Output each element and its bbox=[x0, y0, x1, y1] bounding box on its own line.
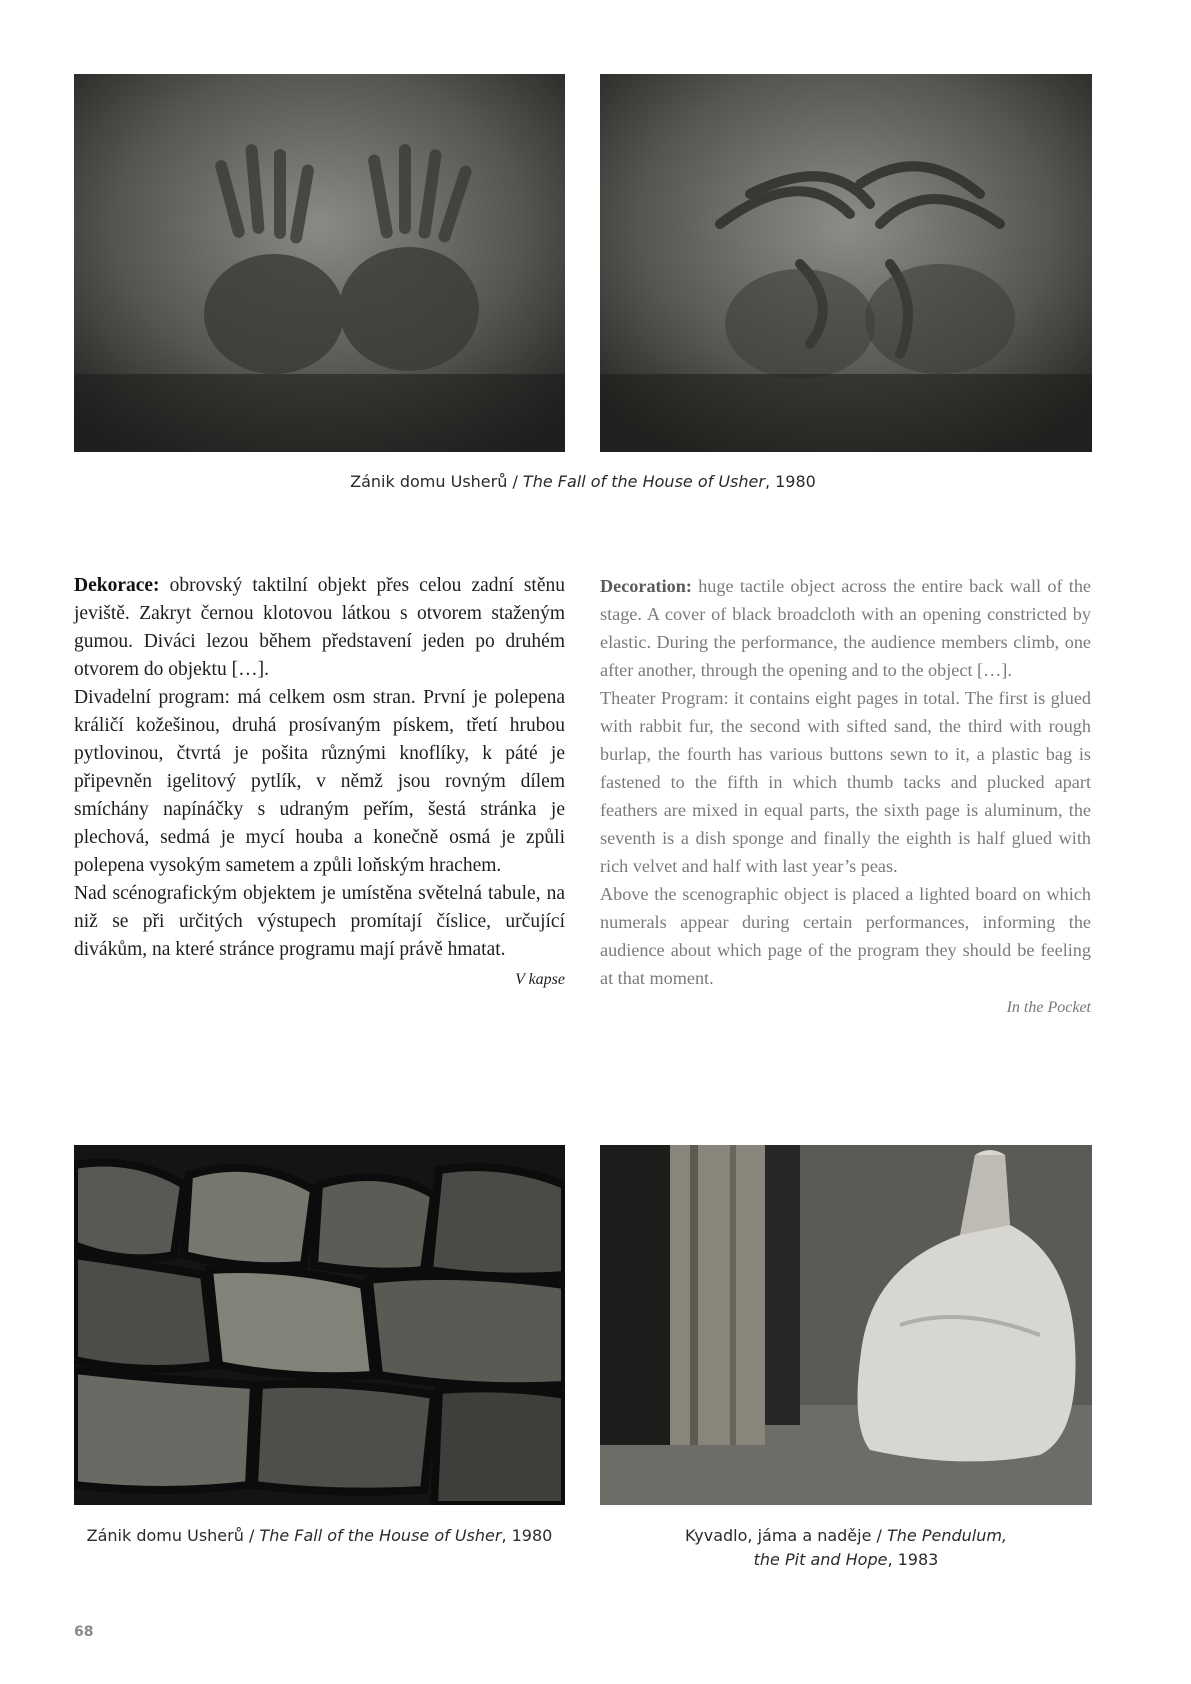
english-lead: Decoration: bbox=[600, 576, 692, 596]
czech-paragraph-3: Nad scénografickým objektem je umístěna světelná tabule, na niž se při určitých výstupech promítají číslice, určující divákům, na které stránce programu mají právě hmatat. bbox=[74, 883, 565, 960]
caption-bl-year: , 1980 bbox=[501, 1526, 553, 1545]
photo-wooden-post-and-sack bbox=[600, 1145, 1092, 1505]
page-number: 68 bbox=[74, 1624, 94, 1640]
czech-p1-text: obrovský taktilní objekt přes celou zadní stěnu jeviště. Zakryt černou klotovou látkou s otvorem staženým gumou. Diváci lezou během představení jeden po druhém otvorem do objektu […]. bbox=[74, 575, 565, 680]
english-p1-text: huge tactile object across the entire back wall of the stage. A cover of black broadcloth with an opening constricted by elastic. During the performance, the audience members climb, one after another, through the opening and to the object […]. bbox=[600, 576, 1091, 680]
caption-br-en2: the Pit and Hope bbox=[753, 1550, 888, 1569]
caption-top bbox=[74, 470, 1092, 494]
caption-top-year: , 1980 bbox=[764, 472, 816, 491]
czech-lead: Dekorace: bbox=[74, 575, 160, 596]
english-text-column bbox=[600, 572, 1091, 1022]
czech-paragraph-1 bbox=[74, 572, 565, 684]
caption-br-sep: / bbox=[871, 1526, 887, 1545]
czech-text-column bbox=[74, 572, 565, 994]
caption-top-en: The Fall of the House of Usher bbox=[522, 472, 765, 491]
photo-hand-prints-smudged bbox=[600, 74, 1092, 452]
photo-hand-prints bbox=[74, 74, 565, 452]
english-signature: In the Pocket bbox=[1006, 999, 1091, 1016]
photo-stone-wall bbox=[74, 1145, 565, 1505]
caption-br-year: , 1983 bbox=[887, 1550, 939, 1569]
caption-bottom-left bbox=[74, 1524, 565, 1548]
english-paragraph-2: Theater Program: it contains eight pages in total. The first is glued with rabbit fur, the second with sifted sand, the third with rough burlap, the fourth has various buttons sewn to it, a plastic bag is fastened to the fifth in which thumb tacks and plucked apart feathers are mixed in equal parts, the sixth page is aluminum, the seventh is a dish sponge and finally the eighth is half glued with rich velvet and half with last year’s peas. bbox=[600, 688, 1091, 876]
czech-signature: V kapse bbox=[515, 971, 565, 988]
czech-paragraph-2: Divadelní program: má celkem osm stran. První je polepena králičí kožešinou, druhá prosívaným pískem, třetí hrubou pytlovinou, čtvrtá je pošita různými knoflíky, k páté je připevněn igelitový pytlík, v němž jsou rovným dílem smíchány napínáčky s udraným peřím, šestá stránka je plechová, sedmá je mycí houba a konečně osmá je způli polepena vysokým sametem a způli loňským hrachem. bbox=[74, 687, 565, 876]
caption-bottom-right bbox=[600, 1524, 1092, 1572]
caption-br-cz: Kyvadlo, jáma a naděje bbox=[684, 1526, 872, 1545]
caption-bl-cz: Zánik domu Usherů bbox=[86, 1526, 244, 1545]
caption-br-en1: The Pendulum, bbox=[887, 1526, 1008, 1545]
caption-top-cz: Zánik domu Usherů bbox=[350, 472, 508, 491]
caption-top-sep: / bbox=[507, 472, 523, 491]
english-paragraph-3: Above the scenographic object is placed a lighted board on which numerals appear during certain performances, informing the audience about which page of the program they should be feeling at that moment. bbox=[600, 884, 1091, 988]
caption-bl-sep: / bbox=[243, 1526, 260, 1545]
english-paragraph-1 bbox=[600, 572, 1091, 684]
caption-bl-en: The Fall of the House of Usher bbox=[259, 1526, 502, 1545]
